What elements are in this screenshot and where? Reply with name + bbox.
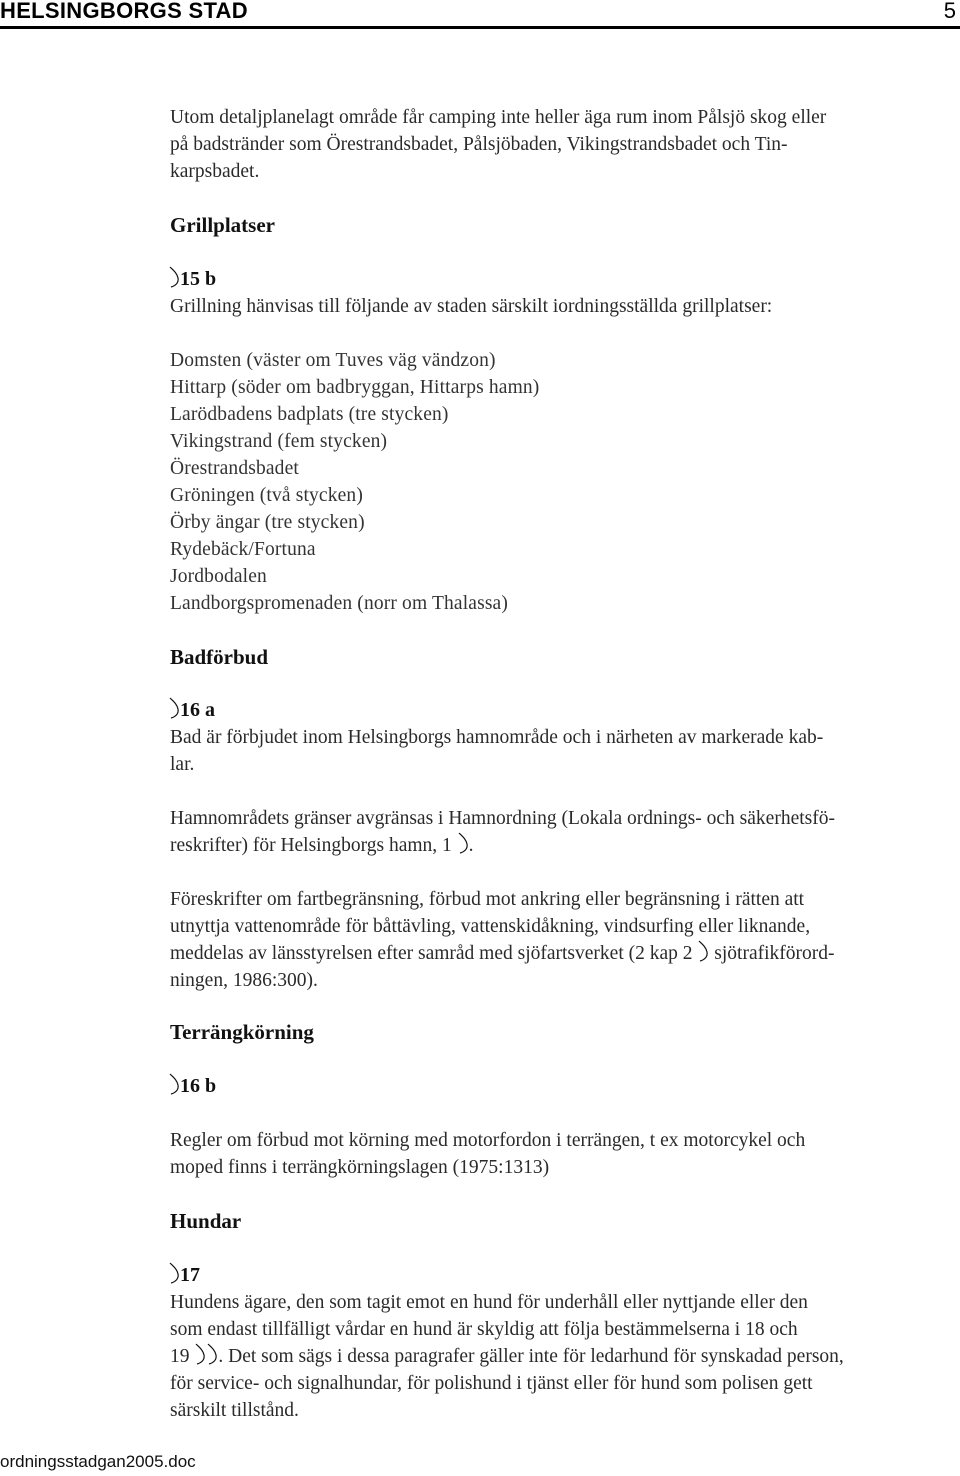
section-sign-icon [457, 832, 469, 854]
section-sign-icon [206, 1343, 218, 1365]
section-16a [168, 697, 215, 724]
grill-place: Domsten (väster om Tuves väg vändzon) [170, 350, 496, 371]
section-17 [168, 1262, 200, 1289]
grill-place: Jordbodalen [170, 566, 267, 587]
grill-place: Gröningen (två stycken) [170, 485, 363, 506]
section-sign-icon [168, 266, 180, 288]
text-fragment: meddelas av länsstyrelsen efter samråd med sjöfartsverket (2 kap 2 [170, 943, 698, 964]
grill-place: Landborgspromenaden (norr om Thalassa) [170, 593, 509, 614]
section-sign-icon [168, 1262, 180, 1284]
section-sign-icon [194, 1343, 206, 1365]
text-fragment: 19 [170, 1346, 195, 1367]
intro-line-2: på badstränder som Örestrandsbadet, Pålsjöbaden, Vikingstrandsbadet och Tin- [170, 134, 788, 155]
heading-terrangkorning: Terrängkörning [170, 1020, 314, 1044]
intro-line-3: karpsbadet. [170, 161, 260, 182]
grill-place: Hittarp (söder om badbryggan, Hittarps hamn) [170, 377, 540, 398]
footer-filename: ordningsstadgan2005.doc [0, 1452, 196, 1471]
bad-p1-line-2: lar. [170, 754, 195, 775]
heading-hundar: Hundar [170, 1209, 242, 1233]
bad-p2-line-1: Hamnområdets gränser avgränsas i Hamnordning (Lokala ordnings- och säkerhetsfö- [170, 808, 835, 829]
grill-place: Örby ängar (tre stycken) [170, 512, 365, 533]
header-title: HELSINGBORGS STAD [0, 0, 248, 23]
section-sign-icon [697, 940, 709, 962]
section-number: 16 b [180, 1075, 217, 1097]
bad-p1-line-1: Bad är förbjudet inom Helsingborgs hamnområde och i närheten av markerade kab- [170, 727, 824, 748]
grill-place: Rydebäck/Fortuna [170, 539, 316, 560]
section-sign-icon [168, 1073, 180, 1095]
dogs-line-2: som endast tillfälligt vårdar en hund är skyldig att följa bestämmelserna i 18 och [170, 1319, 798, 1340]
bad-p3-line-4: ningen, 1986:300). [170, 970, 318, 991]
grill-place: Vikingstrand (fem stycken) [170, 431, 388, 452]
text-fragment: reskrifter) för Helsingborgs hamn, 1 [170, 835, 457, 856]
bad-p3-line-1: Föreskrifter om fartbegränsning, förbud mot ankring eller begränsning i rätten att [170, 889, 805, 910]
dogs-line-3 [170, 1343, 960, 1370]
bad-p3-line-2: utnyttja vattenområde för båttävling, vattenskidåkning, vindsurfing eller liknande, [170, 916, 811, 937]
page-number: 5 [943, 0, 956, 23]
terrain-line-1: Regler om förbud mot körning med motorfordon i terrängen, t ex motorcykel och [170, 1130, 806, 1151]
section-16b [168, 1073, 216, 1100]
grill-text: Grillning hänvisas till följande av staden särskilt iordningsställda grillplatser: [170, 296, 773, 317]
bad-p2-line-2 [170, 832, 960, 859]
dogs-line-4: för service- och signalhundar, för polishund i tjänst eller för hund som polisen gett [170, 1373, 813, 1394]
text-fragment: . [468, 835, 474, 856]
grill-place: Larödbadens badplats (tre stycken) [170, 404, 449, 425]
dogs-line-5: särskilt tillstånd. [170, 1400, 299, 1421]
section-sign-icon [168, 697, 180, 719]
heading-badforbud: Badförbud [170, 645, 269, 669]
text-fragment: . Det som sägs i dessa paragrafer gäller inte för ledarhund för synskadad person, [218, 1346, 844, 1367]
grill-place: Örestrandsbadet [170, 458, 299, 479]
heading-grillplatser: Grillplatser [170, 213, 275, 237]
intro-line-1: Utom detaljplanelagt område får camping inte heller äga rum inom Pålsjö skog eller [170, 107, 827, 128]
bad-p3-line-3 [170, 940, 960, 967]
header-rule [0, 26, 960, 29]
dogs-line-1: Hundens ägare, den som tagit emot en hund för underhåll eller nyttjande eller den [170, 1292, 808, 1313]
terrain-line-2: moped finns i terrängkörningslagen (1975:1313) [170, 1157, 550, 1178]
text-fragment: sjötrafikförord- [709, 943, 835, 964]
section-number: 15 b [180, 268, 217, 290]
section-15b [168, 266, 216, 293]
section-number: 16 a [180, 699, 215, 721]
section-number: 17 [180, 1264, 200, 1286]
